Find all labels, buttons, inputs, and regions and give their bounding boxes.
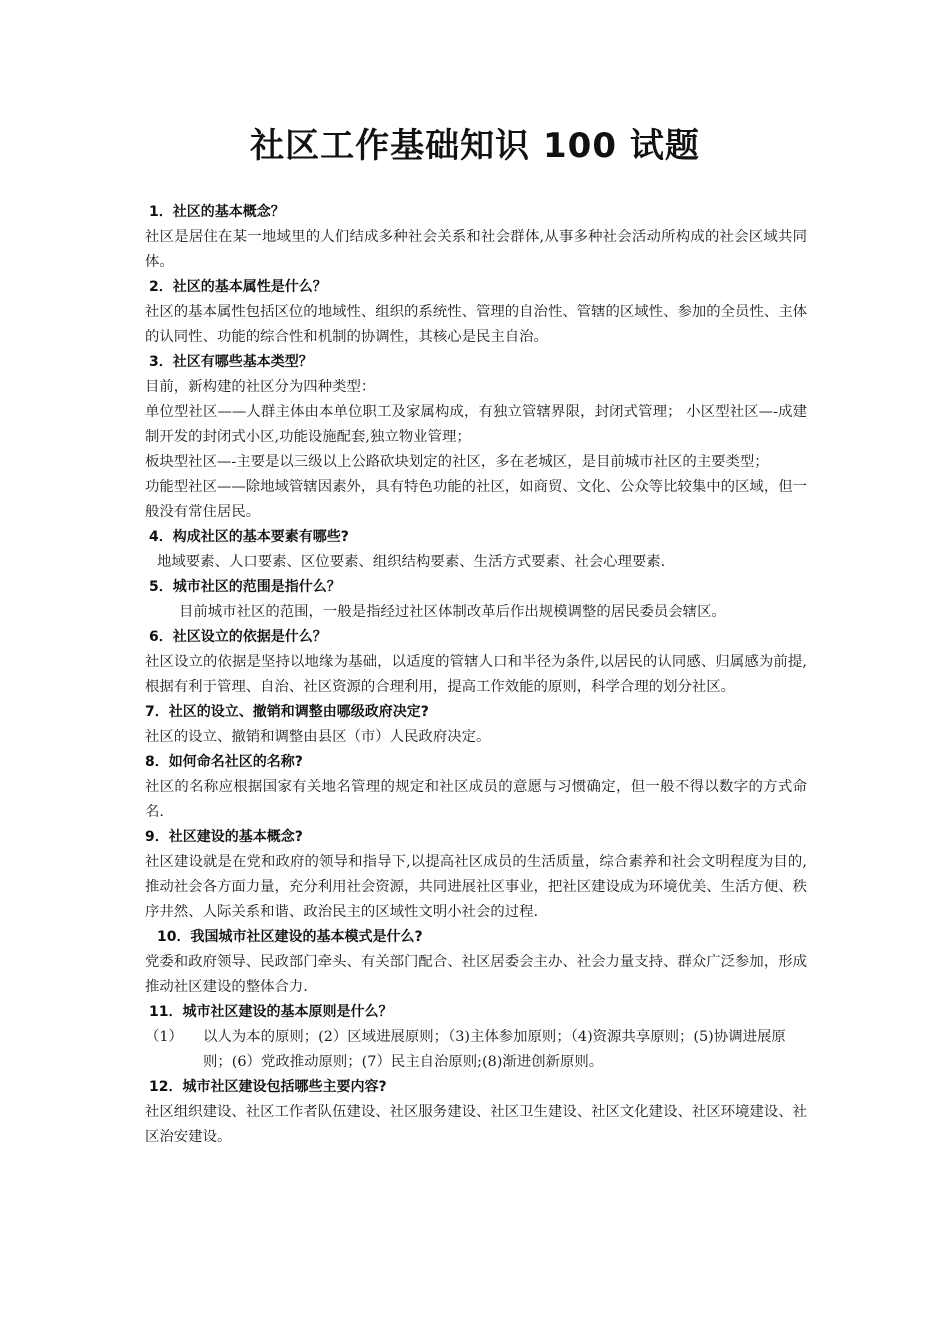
document-title: 社区工作基础知识 100 试题 [250, 126, 700, 166]
question-heading: 5．城市社区的范围是指什么？ [149, 579, 341, 595]
answer-paragraph: 社区是居住在某一地域里的人们结成多种社会关系和社会群体,从事多种社会活动所构成的社会区域共同体。 [145, 229, 807, 270]
question-heading: 10．我国城市社区建设的基本模式是什么? [157, 929, 423, 945]
answer-paragraph: 社区的设立、撤销和调整由县区（市）人民政府决定。 [145, 729, 491, 745]
question-heading: 9．社区建设的基本概念? [145, 829, 303, 845]
principles-list [145, 1025, 807, 1075]
question-heading: 1．社区的基本概念？ [149, 204, 285, 220]
document-body [145, 200, 807, 1150]
answer-paragraph: 地域要素、人口要素、区位要素、组织结构要素、生活方式要素、社会心理要素. [157, 554, 666, 570]
list-text: 以人为本的原则；(2）区域进展原则；（3)主体参加原则；（4)资源共享原则；(5)协调进展原则；(6）党政推动原则；(7）民主自治原则;(8)渐进创新原则。 [203, 1029, 786, 1070]
question-heading: 7．社区的设立、撤销和调整由哪级政府决定? [145, 704, 429, 720]
answer-paragraph: 社区设立的依据是坚持以地缘为基础，以适度的管辖人口和半径为条件,以居民的认同感、归属感为前提,根据有利于管理、自治、社区资源的合理利用，提高工作效能的原则，科学合理的划分社区。 [145, 654, 807, 695]
answer-paragraph: 目前城市社区的范围，一般是指经过社区体制改革后作出规模调整的居民委员会辖区。 [179, 604, 726, 620]
answer-paragraph: 功能型社区——除地域管辖因素外，具有特色功能的社区，如商贸、文化、公众等比较集中的区域，但一般没有常住居民。 [145, 479, 807, 520]
answer-paragraph: 目前，新构建的社区分为四种类型： [145, 379, 376, 395]
question-heading: 3．社区有哪些基本类型？ [149, 354, 313, 370]
question-heading: 2．社区的基本属性是什么？ [149, 279, 327, 295]
answer-paragraph: 党委和政府领导、民政部门牵头、有关部门配合、社区居委会主办、社会力量支持、群众广泛参加，形成推动社区建设的整体合力. [145, 954, 807, 995]
answer-paragraph: 社区建设就是在党和政府的领导和指导下,以提高社区成员的生活质量，综合素养和社会文明程度为目的,推动社会各方面力量，充分利用社会资源，共同进展社区事业，把社区建设成为环境优美、生活方便、秩序井然、人际关系和谐、政治民主的区域性文明小社会的过程. [145, 854, 807, 920]
list-marker: （1） [145, 1029, 183, 1045]
answer-paragraph: 板块型社区—-主要是以三级以上公路砍块划定的社区，多在老城区，是目前城市社区的主要类型； [145, 454, 769, 470]
question-heading: 12．城市社区建设包括哪些主要内容? [149, 1079, 387, 1095]
answer-paragraph: 社区组织建设、社区工作者队伍建设、社区服务建设、社区卫生建设、社区文化建设、社区环境建设、社区治安建设。 [145, 1104, 807, 1145]
answer-paragraph: 单位型社区——人群主体由本单位职工及家属构成，有独立管辖界限，封闭式管理； 小区型社区—-成建制开发的封闭式小区,功能设施配套,独立物业管理； [145, 404, 807, 445]
question-heading: 11．城市社区建设的基本原则是什么？ [149, 1004, 393, 1020]
answer-paragraph: 社区的名称应根据国家有关地名管理的规定和社区成员的意愿与习惯确定，但一般不得以数字的方式命名. [145, 779, 807, 820]
question-heading: 4．构成社区的基本要素有哪些? [149, 529, 349, 545]
question-heading: 8．如何命名社区的名称? [145, 754, 303, 770]
question-heading: 6．社区设立的依据是什么？ [149, 629, 327, 645]
answer-paragraph: 社区的基本属性包括区位的地域性、组织的系统性、管理的自治性、管辖的区域性、参加的全员性、主体的认同性、功能的综合性和机制的协调性，其核心是民主自治。 [145, 304, 807, 345]
